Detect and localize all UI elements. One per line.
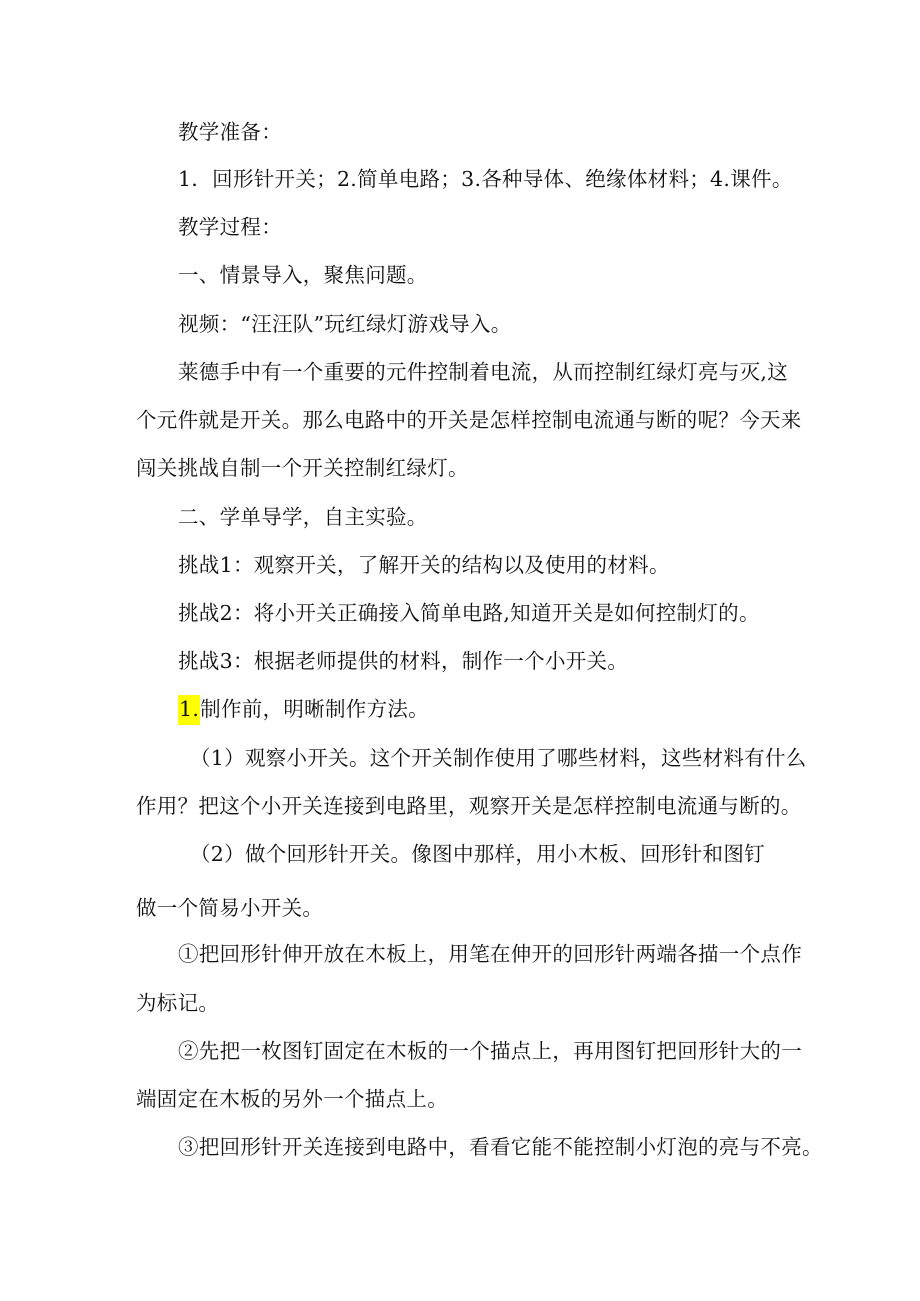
challenge-two: 挑战2：将小开关正确接入简单电路,知道开关是如何控制灯的。	[178, 601, 760, 625]
heading-teaching-process: 教学过程：	[178, 215, 282, 239]
paragraph-line: 作用？把这个小开关连接到电路里，观察开关是怎样控制电流通与断的。	[136, 794, 802, 818]
section-two-heading: 二、学单导学，自主实验。	[178, 505, 428, 529]
paragraph-line: 为标记。	[136, 991, 220, 1015]
paragraph-line: （1）观察小开关。这个开关制作使用了哪些材料，这些材料有什么	[190, 746, 807, 770]
paragraph-line: 做一个简易小开关。	[136, 896, 324, 920]
heading-teaching-preparation: 教学准备：	[178, 120, 282, 144]
step-item: ①把回形针伸开放在木板上，用笔在伸开的回形针两端各描一个点作	[178, 942, 802, 966]
paragraph-line: 端固定在木板的另外一个描点上。	[136, 1087, 448, 1111]
challenge-one: 挑战1：观察开关，了解开关的结构以及使用的材料。	[178, 553, 670, 577]
highlighted-number: 1.	[178, 695, 200, 725]
section-one-heading: 一、情景导入，聚焦问题。	[178, 263, 428, 287]
step-one-heading	[178, 695, 429, 723]
paragraph-line: 莱德手中有一个重要的元件控制着电流，从而控制红绿灯亮与灭,这	[178, 360, 789, 384]
paragraph-line: （2）做个回形针开关。像图中那样，用小木板、回形针和图钉	[190, 842, 765, 866]
step-one-text: 制作前，明晰制作方法。	[200, 697, 429, 721]
challenge-three: 挑战3：根据老师提供的材料，制作一个小开关。	[178, 649, 629, 673]
preparation-materials-list: 1．回形针开关；2.简单电路；3.各种导体、绝缘体材料；4.课件。	[178, 167, 793, 191]
step-item: ③把回形针开关连接到电路中，看看它能不能控制小灯泡的亮与不亮。	[178, 1135, 823, 1159]
step-item: ②先把一枚图钉固定在木板的一个描点上，再用图钉把回形针大的一	[178, 1039, 802, 1063]
video-intro-text: 视频：“汪汪队”玩红绿灯游戏导入。	[178, 312, 512, 336]
paragraph-line: 个元件就是开关。那么电路中的开关是怎样控制电流通与断的呢？今天来	[136, 408, 802, 432]
paragraph-line: 闯关挑战自制一个开关控制红绿灯。	[136, 456, 469, 480]
